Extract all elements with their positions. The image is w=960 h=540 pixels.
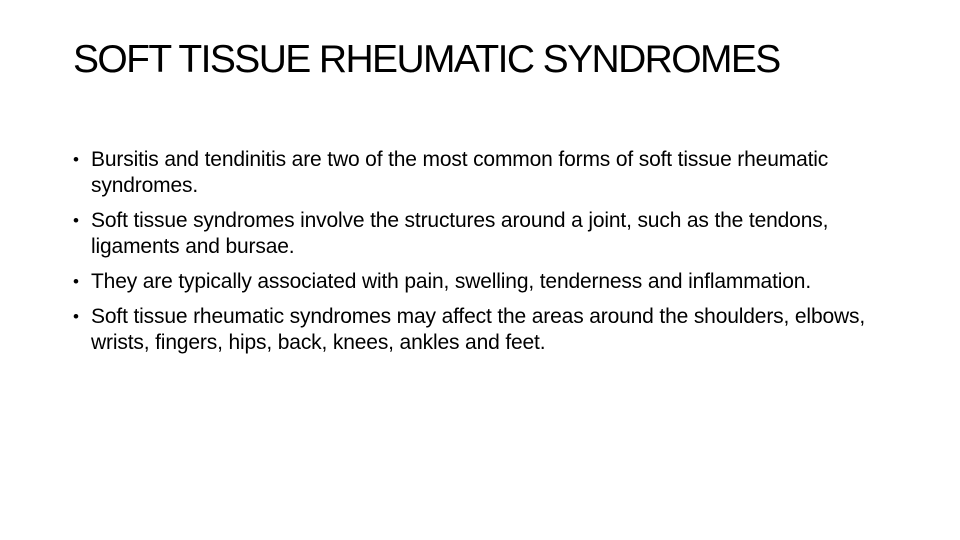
bullet-list: [73, 147, 893, 365]
bullet-text: Soft tissue syndromes involve the structures around a joint, such as the tendons, ligaments and bursae.: [91, 209, 829, 258]
bullet-text: Bursitis and tendinitis are two of the most common forms of soft tissue rheumatic syndromes.: [91, 148, 829, 197]
bullet-icon: •: [73, 211, 79, 230]
bullet-item: [73, 208, 893, 260]
bullet-item: [73, 269, 893, 295]
bullet-icon: •: [73, 150, 79, 169]
slide-title: SOFT TISSUE RHEUMATIC SYNDROMES: [73, 38, 780, 81]
bullet-item: [73, 304, 893, 356]
bullet-text: They are typically associated with pain, swelling, tenderness and inflammation.: [91, 270, 812, 293]
bullet-item: [73, 147, 893, 199]
bullet-icon: •: [73, 272, 79, 291]
bullet-icon: •: [73, 307, 79, 326]
bullet-text: Soft tissue rheumatic syndromes may affect the areas around the shoulders, elbows, wrists, fingers, hips, back, knees, ankles and feet.: [91, 305, 866, 354]
